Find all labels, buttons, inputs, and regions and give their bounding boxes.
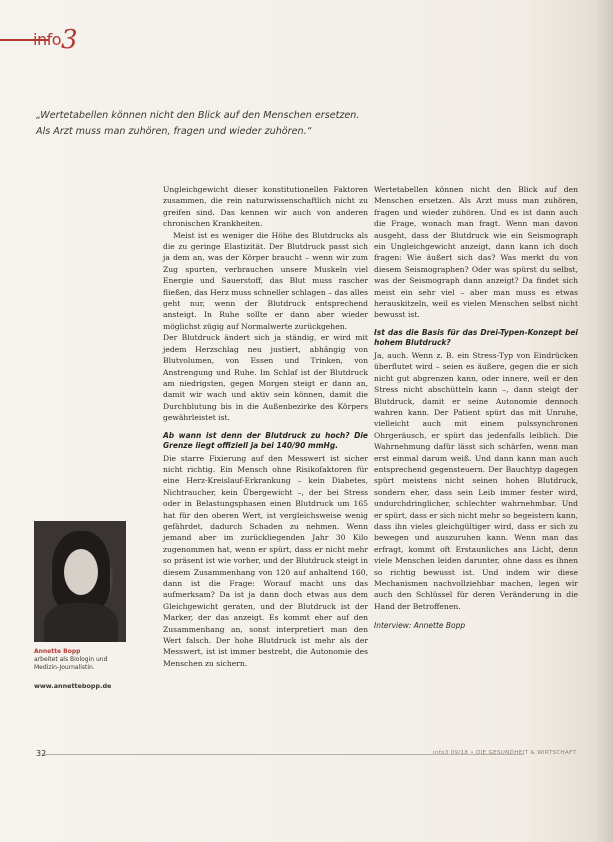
magazine-logo <box>33 22 78 55</box>
paragraph: Der Blutdruck ändert sich ja ständig, er wird mit jedem Herzschlag neu justiert, abhängig von Blutvolumen, von Essen und Trinken, von Anstrengung und Ruhe. Im Schlaf ist der Blutdruck am niedrigsten, gegen Morgen steigt er dann an, damit wir wach und aktiv sein können, damit die Durchblutung bis in die Außenbezirke des Körpers gewährleistet ist. <box>163 333 368 423</box>
photo-body <box>44 603 118 642</box>
author-website-link[interactable]: www.annettebopp.de <box>34 682 112 690</box>
logo-word: info <box>33 30 62 49</box>
paragraph: Die starre Fixierung auf den Messwert ist sicher nicht richtig. Ein Mensch ohne Risikofaktoren für eine Herz-Kreislauf-Erkrankung – kein Diabetes, Nichtraucher, kein Übergewicht –, der bei Stress oder in Belastungsphasen einen Blutdruck um 165 hat für den oberen Wert, ist vergleichsweise wenig gefährdet, dadurch Schaden zu nehmen. Wenn jemand aber im zurückliegenden Jahr 30 Kilo zugenommen hat, wenn er spürt, dass er nicht mehr so präsent ist wie vorher, und der Blutdruck steigt in diesem Zusammenhang von 120 auf anhaltend 160, dann ist die Frage: Worauf macht uns das aufmerksam? Da ist ja dann doch etwas aus dem Gleichgewicht geraten, und der Blutdruck ist der Marker, der das anzeigt. Es kommt eher auf den Zusammenhang an, sonst interpretiert man den Wert falsch. Der hohe Blutdruck ist mehr als der Messwert, ist ist immer bestrebt, die Autonomie des Menschen zu sichern. <box>163 453 368 668</box>
paragraph: Meist ist es weniger die Höhe des Blutdrucks als die zu geringe Elastizität. Der Blutdruck passt sich ja dem an, was der Körper braucht – wenn wir zum Zug spurten, verbrauchen unsere Muskeln viel Energie und Sauerstoff, das Blut muss rascher fließen, das Herz muss schneller schlagen – das alles geht nur, wenn der Blutdruck entsprechend ansteigt. In Ruhe sollte er dann aber wieder möglichst zügig auf Normalwerte zurückgehen. <box>163 230 368 331</box>
interview-question: Ist das die Basis für das Drei-Typen-Konzept bei hohem Blutdruck? <box>374 327 578 347</box>
page-number: 32 <box>36 749 47 758</box>
paragraph: Wertetabellen können nicht den Blick auf den Menschen ersetzen. Als Arzt muss man zuhören, fragen und wieder zuhören. Und es ist dann auch die Frage, wonach man fragt. Wenn man davon ausgeht, dass der Blutdruck wie ein Seismograph ein Ungleichgewicht anzeigt, dann kann ich doch fragen: Wie äußert sich das? Was merkt du von diesem Seismographen? Oder was spürst du selbst, was der Seismograph dann anzeigt? Da findet sich meist ein sehr viel – aber man muss es etwas herauskitzeln, weil es vielen Menschen selbst nicht bewusst ist. <box>374 185 578 320</box>
author-photo <box>34 521 126 642</box>
author-caption <box>34 648 144 690</box>
footer-magazine-line: info3 09/18 • DIE GESUNDHEIT & WIRTSCHAFT <box>433 750 577 756</box>
pull-quote-line-2: Als Arzt muss man zuhören, fragen und wieder zuhören.“ <box>36 126 312 137</box>
article-column-left <box>163 184 368 669</box>
pull-quote <box>36 108 366 140</box>
author-bio-line: Medizin-Journalistin. <box>34 664 95 671</box>
logo-number: 3 <box>61 25 78 55</box>
article-column-right <box>374 184 578 632</box>
pull-quote-line-1: „Wertetabellen können nicht den Blick auf den Menschen ersetzen. <box>36 110 360 121</box>
interview-question: Ab wann ist denn der Blutdruck zu hoch? Die Grenze liegt offiziell ja bei 140/90 mmHg. <box>163 430 368 450</box>
author-name: Annette Bopp <box>34 648 81 655</box>
author-bio-line: arbeitet als Biologin und <box>34 656 108 663</box>
interview-credit: Interview: Annette Bopp <box>374 621 466 631</box>
photo-face <box>64 549 98 595</box>
paragraph: Ja, auch. Wenn z. B. ein Stress-Typ von Eindrücken überflutet wird – seien es äußere, gegen die er sich nicht gut abgrenzen kann, oder innere, weil er den Stress nicht abschütteln kann –, dann steigt der Blutdruck, damit er seine Autonomie dennoch wahren kann. Der Patient spürt das mit Unruhe, vielleicht auch mit einem pulssynchronen Ohrgeräusch, er spürt das jedenfalls leiblich. Die Wahrnehmung dafür lässt sich schärfen, wenn man erst einmal darum weiß. Und dann kann man auch entsprechend gegensteuern. Der Bauchtyp dagegen spürt meistens nicht seinen hohen Blutdruck, sondern eher, dass sein Leib immer fester wird, undurchdringlicher, schlechter wahrnehmbar. Und er spürt, dass er sich nicht mehr so begeistern kann, dass ihn vieles gleichgültiger wird, dass er sich zu bewegen und auszuruhen kann. Wenn man das erfragt, kommt oft Erstaunliches ans Licht, denn viele Menschen leiden darunter, ohne dass es ihnen so richtig bewusst ist. Und indem wir diese Mechanismen nachvollziehbar machen, legen wir auch den Schlüssel für deren Veränderung in die Hand der Betroffenen. <box>374 350 578 611</box>
paragraph: Ungleichgewicht dieser konstitutionellen Faktoren zusammen, die rein naturwissenschaftlich nicht zu greifen sind. Das kennen wir auch von anderen chronischen Krankheiten. <box>163 185 368 229</box>
